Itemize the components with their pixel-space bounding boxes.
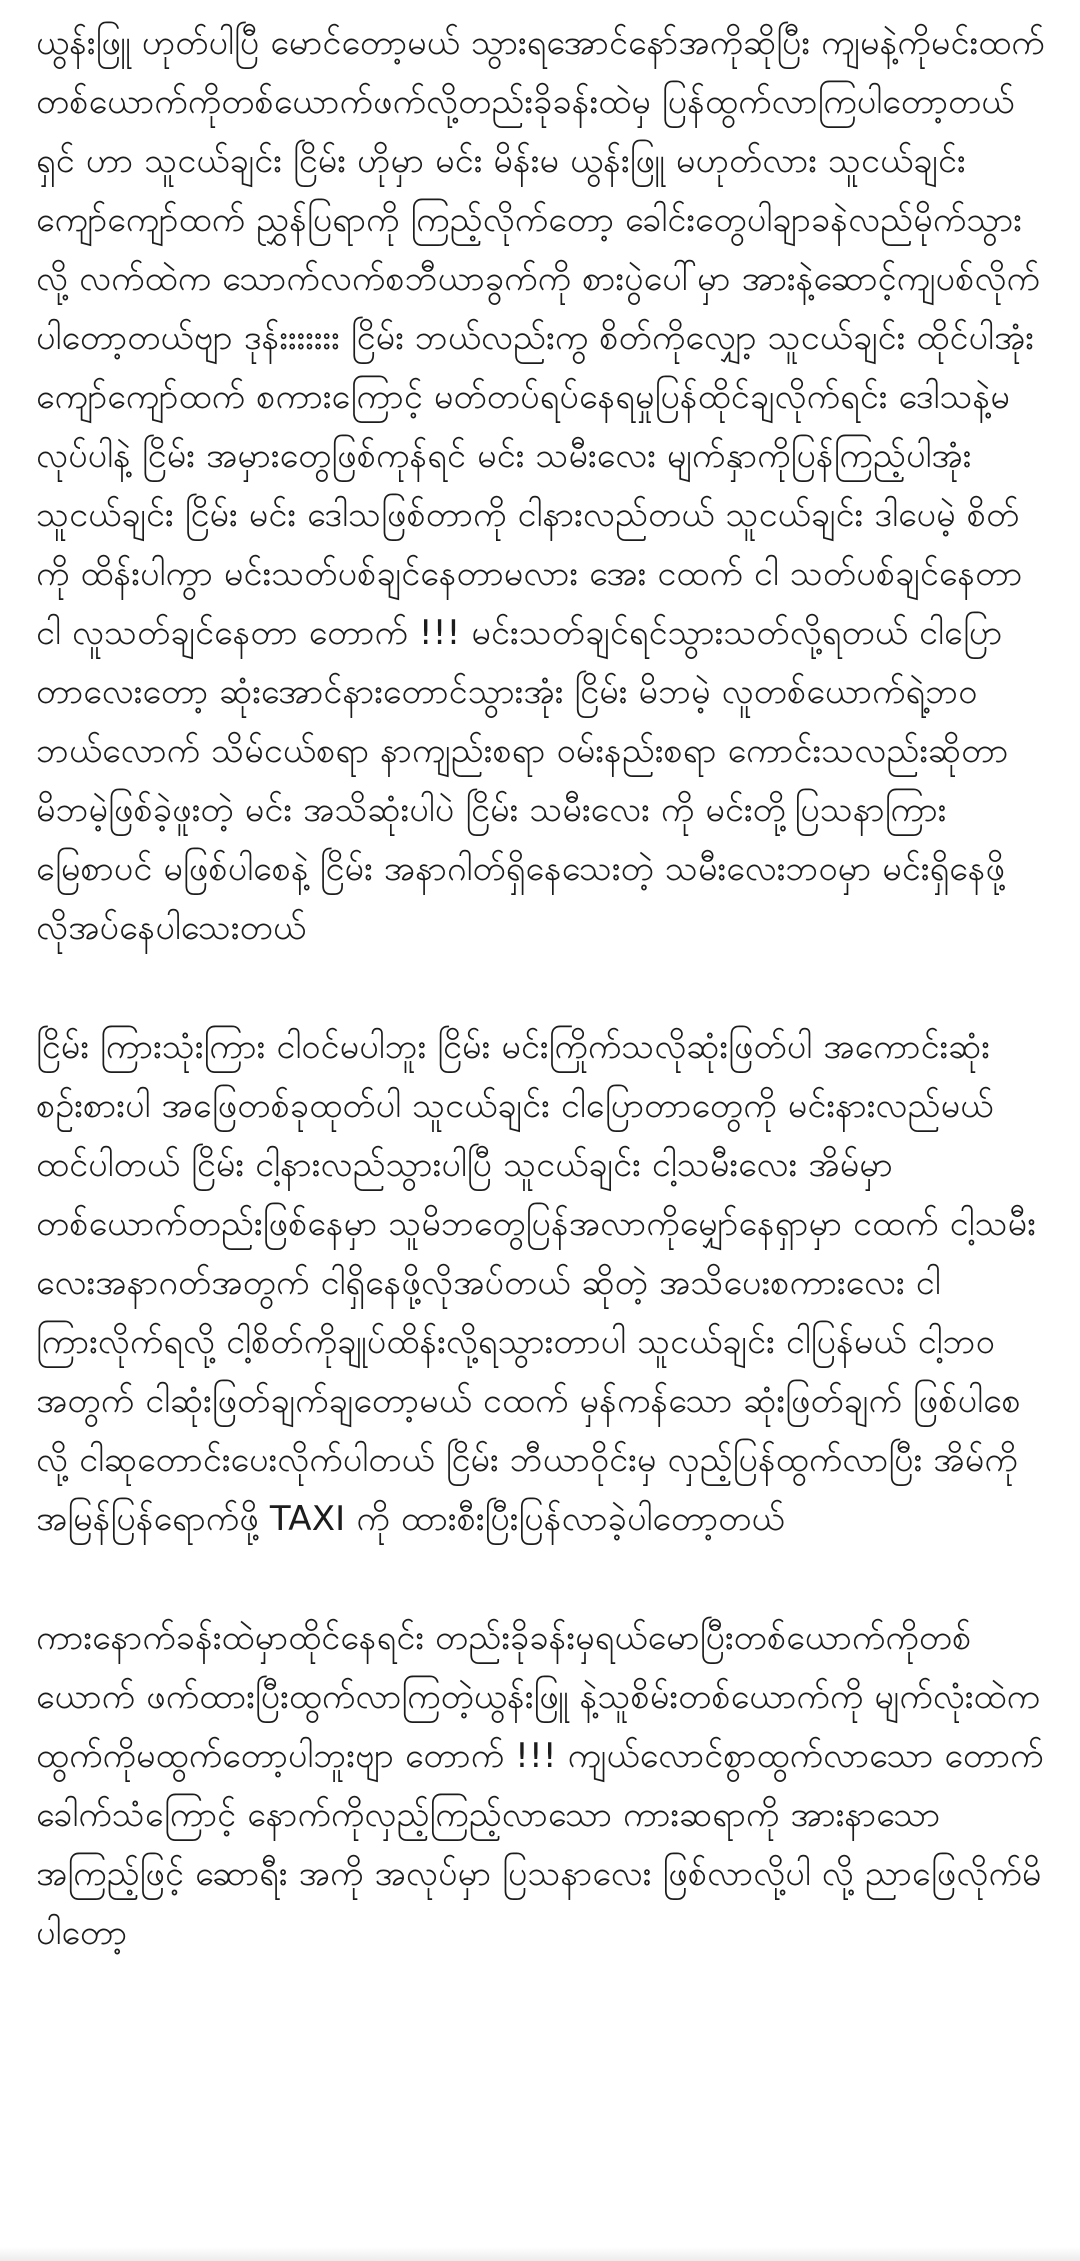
story-paragraph: ယွန်းဖြူ ဟုတ်ပါပြီ မောင်တော့မယ် သွားရအောင်နော်အကိုဆိုပြီး ကျမနဲ့ကိုမင်းထက် တစ်ယောက်ကိုတစ်ယောက်ဖက်လို့တည်းခိုခန်းထဲမှ ပြန်ထွက်လာကြပါတော့တယ်ရှင် ဟာ သူငယ်ချင်း ငြိမ်း ဟိုမှာ မင်း မိန်းမ ယွန်းဖြူ မဟုတ်လား သူငယ်ချင်း ကျော်ကျော်ထက် ညွှန်ပြရာကို ကြည့်လိုက်တော့ ခေါင်းတွေပါချာခနဲလည်မိုက်သွားလို့ လက်ထဲက သောက်လက်စဘီယာခွက်ကို စားပွဲပေါ်မှာ အားနဲ့ဆောင့်ကျပစ်လိုက်ပါတော့တယ်ဗျာ ဒုန်းးးးးးး ငြိမ်း ဘယ်လည်းကွ စိတ်ကိုလျှော့ သူငယ်ချင်း ထိုင်ပါအုံး ကျော်ကျော်ထက် စကားကြောင့် မတ်တပ်ရပ်နေရမှုပြန်ထိုင်ချလိုက်ရင်း ဒေါသနဲ့မလုပ်ပါနဲ့ ငြိမ်း အမှားတွေဖြစ်ကုန်ရင် မင်း သမီးလေး မျက်နှာကိုပြန်ကြည့်ပါအုံး သူငယ်ချင်း ငြိမ်း မင်း ဒေါသဖြစ်တာကို ငါနားလည်တယ် သူငယ်ချင်း ဒါပေမဲ့ စိတ်ကို ထိန်းပါကွာ မင်းသတ်ပစ်ချင်နေတာမလား အေး ငထက် ငါ သတ်ပစ်ချင်နေတာ ငါ လူသတ်ချင်နေတာ တောက် !!! မင်းသတ်ချင်ရင်သွားသတ်လို့ရတယ် ငါပြောတာလေးတော့ ဆုံးအောင်နားတောင်သွားအုံး ငြိမ်း မိဘမဲ့ လူတစ်ယောက်ရဲ့ဘဝ ဘယ်လောက် သိမ်ငယ်စရာ နာကျည်းစရာ ဝမ်းနည်းစရာ ကောင်းသလည်းဆိုတာ မိဘမဲ့ဖြစ်ခဲ့ဖူးတဲ့ မင်း အသိဆုံးပါပဲ ငြိမ်း သမီးလေး ကို မင်းတို့ပြသနာကြား မြေစာပင် မဖြစ်ပါစေနဲ့ ငြိမ်း အနာဂါတ်ရှိနေသေးတဲ့ သမီးလေးဘဝမှာ မင်းရှိနေဖို့လိုအပ်နေပါသေးတယ်: [36, 23, 1045, 948]
bottom-edge-shadow: [0, 2247, 1080, 2261]
story-paragraph: ငြိမ်း ကြားသုံးကြား ငါဝင်မပါဘူး ငြိမ်း မင်းကြိုက်သလိုဆုံးဖြတ်ပါ အကောင်းဆုံးစဉ်းစားပါ အဖြေတစ်ခုထုတ်ပါ သူငယ်ချင်း ငါပြောတာတွေကို မင်းနားလည်မယ် ထင်ပါတယ် ငြိမ်း ငါ့နားလည်သွားပါပြီ သူငယ်ချင်း ငါ့သမီးလေး အိမ်မှာတစ်ယောက်တည်းဖြစ်နေမှာ သူမိဘတွေပြန်အလာကိုမျှော်နေရှာမှာ ငထက် ငါ့သမီးလေးအနာဂတ်အတွက် ငါရှိနေဖို့လိုအပ်တယ် ဆိုတဲ့ အသိပေးစကားလေး ငါကြားလိုက်ရလို့ ငါ့စိတ်ကိုချုပ်ထိန်းလို့ရသွားတာပါ သူငယ်ချင်း ငါပြန်မယ် ငါ့ဘဝ အတွက် ငါဆုံးဖြတ်ချက်ချတော့မယ် ငထက် မှန်ကန်သော ဆုံးဖြတ်ချက် ဖြစ်ပါစေလို့ ငါဆုတောင်းပေးလိုက်ပါတယ် ငြိမ်း ဘီယာဝိုင်းမှ လှည့်ပြန်ထွက်လာပြီး အိမ်ကိုအမြန်ပြန်ရောက်ဖို့ TAXI ကို ထားစီးပြီးပြန်လာခဲ့ပါတော့တယ်: [36, 1027, 1036, 1539]
story-article: [36, 14, 1046, 1963]
story-paragraph: ကားနောက်ခန်းထဲမှာထိုင်နေရင်း တည်းခိုခန်းမှရယ်မောပြီးတစ်ယောက်ကိုတစ်ယောက် ဖက်ထားပြီးထွက်လာကြတဲ့ယွန်းဖြူ နဲ့သူစိမ်းတစ်ယောက်ကို မျက်လုံးထဲကထွက်ကိုမထွက်တော့ပါဘူးဗျာ တောက် !!! ကျယ်လောင်စွာထွက်လာသော တောက်ခေါက်သံကြောင့် နောက်ကိုလှည့်ကြည့်လာသော ကားဆရာကို အားနာသော အကြည့်ဖြင့် ဆောရီး အကို အလုပ်မှာ ပြသနာလေး ဖြစ်လာလို့ပါ လို့ ညာဖြေလိုက်မိပါတော့: [36, 1618, 1044, 1953]
